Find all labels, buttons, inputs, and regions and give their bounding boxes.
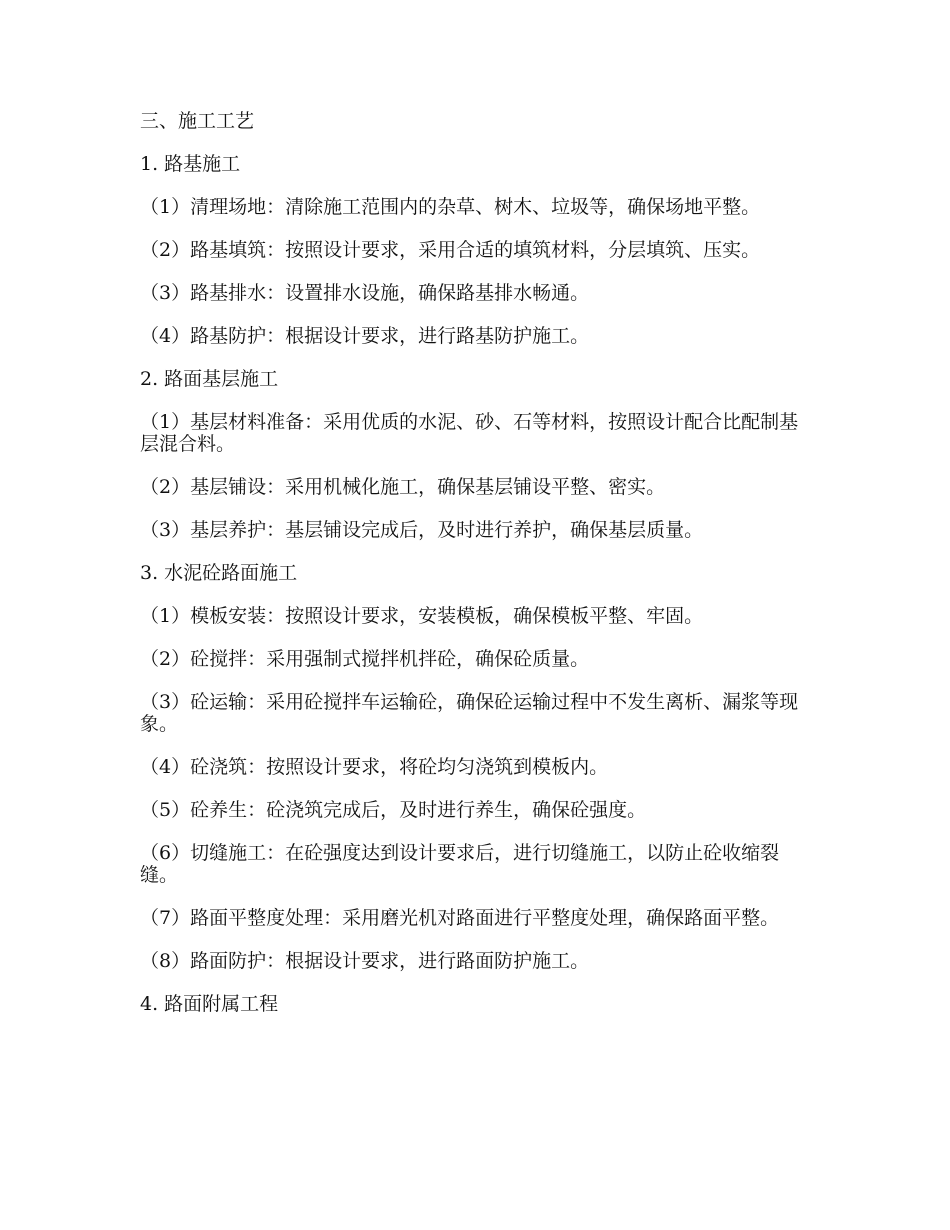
paragraph: （1）模板安装：按照设计要求，安装模板，确保模板平整、牢固。 bbox=[140, 605, 704, 627]
section-heading: 三、施工工艺 bbox=[140, 110, 255, 132]
paragraph: （1）清理场地：清除施工范围内的杂草、树木、垃圾等，确保场地平整。 bbox=[140, 196, 761, 218]
document-body bbox=[140, 110, 810, 1036]
paragraph: （2）砼搅拌：采用强制式搅拌机拌砼，确保砼质量。 bbox=[140, 648, 590, 670]
paragraph: （4）路基防护：根据设计要求，进行路基防护施工。 bbox=[140, 325, 590, 347]
paragraph: （4）砼浇筑：按照设计要求，将砼均匀浇筑到模板内。 bbox=[140, 756, 609, 778]
paragraph: （8）路面防护：根据设计要求，进行路面防护施工。 bbox=[140, 950, 590, 972]
paragraph: （5）砼养生：砼浇筑完成后，及时进行养生，确保砼强度。 bbox=[140, 799, 647, 821]
subsection-heading: 3. 水泥砼路面施工 bbox=[140, 562, 298, 584]
paragraph: （2）基层铺设：采用机械化施工，确保基层铺设平整、密实。 bbox=[140, 476, 666, 498]
subsection-heading: 2. 路面基层施工 bbox=[140, 368, 279, 390]
paragraph: （7）路面平整度处理：采用磨光机对路面进行平整度处理，确保路面平整。 bbox=[140, 907, 780, 929]
paragraph: （3）基层养护：基层铺设完成后，及时进行养护，确保基层质量。 bbox=[140, 519, 704, 541]
subsection-heading: 1. 路基施工 bbox=[140, 153, 241, 175]
paragraph: （1）基层材料准备：采用优质的水泥、砂、石等材料，按照设计配合比配制基层混合料。 bbox=[140, 411, 799, 455]
paragraph: （6）切缝施工：在砼强度达到设计要求后，进行切缝施工，以防止砼收缩裂缝。 bbox=[140, 842, 780, 886]
paragraph: （3）路基排水：设置排水设施，确保路基排水畅通。 bbox=[140, 282, 590, 304]
paragraph: （2）路基填筑：按照设计要求，采用合适的填筑材料，分层填筑、压实。 bbox=[140, 239, 761, 261]
subsection-heading: 4. 路面附属工程 bbox=[140, 993, 279, 1015]
paragraph: （3）砼运输：采用砼搅拌车运输砼，确保砼运输过程中不发生离析、漏浆等现象。 bbox=[140, 691, 799, 735]
